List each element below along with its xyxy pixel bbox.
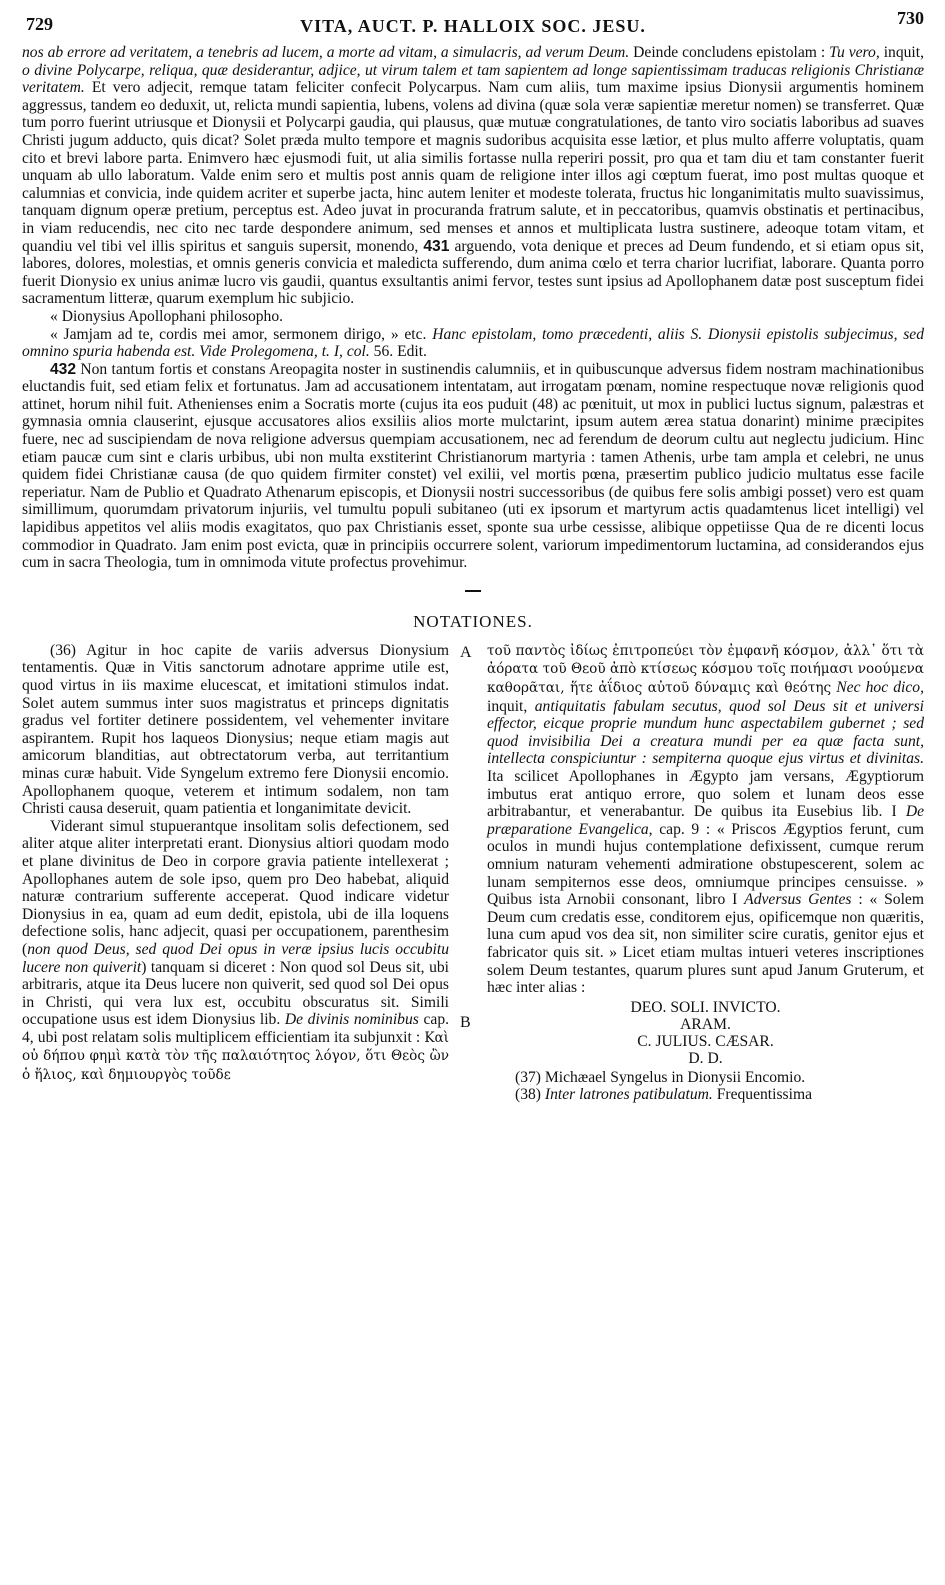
document-page xyxy=(22,8,924,1578)
inscription-line: ARAM. xyxy=(680,1015,731,1033)
column-marker-431: 431 xyxy=(423,237,450,255)
inscription-line: D. D. xyxy=(688,1049,723,1067)
note-36: (36) Agitur in hoc capite de variis adversus Dionysium tentamentis. Quæ in Vitis sanctorum adnotare apprime utile est, quod virtus in iis maxime elucescat, et imitationi stimulos indat. Solet autem summus inter suos magistratus et princeps dignitatis gradus vel fortiter detinere possidentem, vel vehementer invitare aspirantem. Rupit hos laqueos Dionysius; neque etiam magis aut amicorum blanditias, aut obtrectatorum verba, aut territantium minas curæ habuit. Vide Syngelum extremo fere Dionysii encomio. Apollophanem quoque, veterem et intimum sodalem, non tam Christi causa deseruit, quam patientia et longanimitate devicit. xyxy=(22,641,449,818)
section-divider xyxy=(465,590,481,592)
letter-incipit: « Jamjam ad te, cordis mei amor, sermonem dirigo, » etc. Hanc epistolam, tomo præcedenti, aliis S. Dionysii epistolis subjecimus, sed omnino spuria habenda est. Vide Prolegomena, t. I, col. 56. Edit. xyxy=(22,325,924,361)
page-number-right: 730 xyxy=(897,8,924,28)
inscription-line: C. JULIUS. CÆSAR. xyxy=(637,1032,774,1050)
margin-marker-b: B xyxy=(460,1013,471,1031)
main-paragraph-432: 432 Non tantum fortis et constans Areopagita noster in sustinendis calumniis, et in quibuscunque adversus fidem nostram machinationibus eluctandis fuit, sed etiam felix et fortunatus. Jam ad accusationem intentatam, aut irrogatam pœnam, nomine respectuque novæ religionis quod attinet, horum nihil fuit. Athenienses enim a Socratis morte (cujus ita eos puduit (48) ac pœnituit, ut mox in publici luctus signum, palæstras et gymnasia omnia clauserint, ejusque accusatores alios exsiliis alios morte mulctarint, ipsum autem ærea statua donarint) minime præcipites fuere, nec ad suscipiendam de nova religione adversus quempiam accusationem, nec ad ferendum de deorum cultu aut neglectu judicium. Hinc etiam paucæ cum sint e claris urbibus, ubi non multa exstiterint Christianorum martyria : tamen Athenis, urbe tam ampla et celebri, ne unus quidem fidei Christianæ causa (de quo quidem firmiter constet) vel exilii, vel mortis pœna, præsertim publico judicio multatus esse facile reperiatur. Nam de Publio et Quadrato Athenarum episcopis, et Dionysii nostri successoribus (de quibus fere solis ambigi posset) vero est quam simillimum, quorumdam privatorum injuriis, vel tumultu populi subitaneo (uti ex ipsorum et martyrum actis quadamtenus licet intelligi) vel lapidibus appetitos vel aliis modis exagitatos, quo pax Christianis esset, sponte sua urbe cessisse, alibique oppetiisse Qua de re dicenti locus commodior in Quadrato. Jam enim post evicta, quæ in principiis occurrere solent, variorum impedimentorum luctamina, ad considerandos ejus cum in sacra Theologia, tum in omnimoda vitute profectus provehimur. xyxy=(22,360,924,572)
letter-address: « Dionysius Apollophani philosopho. xyxy=(50,307,284,325)
note-38: (38) Inter latrones patibulatum. Frequentissima xyxy=(515,1086,812,1104)
greek-quotation: Καὶ οὐ δήπου φημὶ κατὰ τὸν τῆς παλαιότητος λόγον, ὅτι Θεὸς ὢν ὁ ἥλιος, καὶ δημιουργὸς τοῦδε xyxy=(22,1029,449,1084)
note-37: (37) Michæael Syngelus in Dionysii Encomio. xyxy=(515,1068,806,1086)
main-body-text xyxy=(22,44,924,572)
margin-marker-a: A xyxy=(460,643,472,661)
inscription-line: DEO. SOLI. INVICTO. xyxy=(630,998,781,1016)
column-gutter xyxy=(449,642,487,1104)
main-paragraph-1: nos ab errore ad veritatem, a tenebris ad lucem, a morte ad vitam, a simulacris, ad verum Deum. Deinde concludens epistolam : Tu vero, inquit, o divine Polycarpe, reliqua, quæ desiderantur, adjice, ut virum talem et tam sapientem ad longe sapientissimam traducas religionis Christianæ veritatem. Et vero adjecit, remque tatam feliciter confecit Polycarpus. Nam cum aliis, tum maxime ipsius Dionysii argumentis hominem aggressus, tandem eo deduxit, ut, relicta mundi sapientia, lubens, volens ad divina (quæ sola veræ sapientiæ meretur nomen) se transferret. Quæ tum porro fuerint utriusque et Dionysii et Polycarpi gaudia, qui plausus, quæ mutuæ congratulationes, de tanto viro sociatis laboribus ad suaves Christi jugum adducto, quis dicat? Solet præda multo tempore et magnis sudoribus acquisita esse lætior, et plus multo afferre voluptatis, quam cito et brevi labore parta. Enimvero hæc ejusmodi fuit, ut alia similis fortasse nulla reperiri possit, pro qua et tam diu et tam constanter fuerit unquam ab ullo laboratum. Valde enim sero et multis post annis quam de religione inter illos agi cœptum fuerat, imo post multas quoque et calumnias et convicia, inde quidem acriter et superbe jacta, hinc autem leniter et modeste tolerata, fructus hic longanimitatis multo suavissimus, tanquam dignum operæ pretium, perceptus est. Adeo juvat in procuranda fratrum salute, et in peccatoribus, quamvis obstinatis et pertinacibus, in viam reducendis, nec cito nec tarde despondere animum, sed menses et annos et multiplicata lustra sustinere, adeoque totam vitam, et quandiu vel tibi vel illis spiritus et sanguis supersit, monendo, 431 arguendo, vota denique et preces ad Deum fundendo, et si etiam opus sit, labores, dolores, molestias, et omnis generis convicia et maledicta sufferendo, dum anima cœlo et terra charior lucrifiat, laborare. Quanta porro fuerit Dionysio ex unius animæ lucro vis gaudii, quantus exsultantis animi fervor, testes sunt ipsius ad Apollophanem datæ post susceptum fidei sacramentum litteræ, quarum exemplum hic subjicio. xyxy=(22,44,925,308)
inscription xyxy=(487,999,924,1067)
notes-section xyxy=(22,642,924,1104)
note-36-right: τοῦ παντὸς ἰδίως ἐπιτροπεύει τὸν ἐμφανῆ κόσμον, ἀλλ᾽ ὅτι τὰ ἀόρατα τοῦ Θεοῦ ἀπὸ κτίσεως κόσμου τοῖς ποιήμασι νοούμενα καθορᾶται, ἥτε ἀΐδιος αὐτοῦ δύναμις καὶ θεότης Nec hoc dico, inquit, antiquitatis fabulam secutus, quod sol Deus sit et universi effector, eicque proprie mundum hunc aspectabilem gubernet ; sed quod invisibilia Dei a creatura mundi per ea quæ facta sunt, intellecta conspiciuntur : sempiterna quoque ejus virtus et divinitas. Ita scilicet Apollophanes in Ægypto jam versans, Ægyptiorum imbutus erat antiquo errore, quo solem et lunam deos esse arbitrabantur, et venerabantur. De quibus ita Eusebius lib. I De præparatione Evangelica, cap. 9 : « Priscos Ægyptios ferunt, cum oculos in mundi hujus contemplatione defixissent, cumque rerum omnium naturam vehementi admiratione obstupescerent, solem ac lunam sempiternos esse deos, omniumque principes censuisse. » Quibus ista Arnobii consonant, libro I Adversus Gentes : « Solem Deum cum credatis esse, conditorem ejus, opificemque non quæritis, luna cum apud vos dea sit, non similiter scire curatis, genitor ejus et fabricator quis sit. » Licet etiam multas intueri veteres inscriptiones solem Deum testantes, quarum plures sunt apud Janum Gruterum, et hæc inter alias : xyxy=(487,642,925,997)
greek-quotation-continued: τοῦ παντὸς ἰδίως ἐπιτροπεύει τὸν ἐμφανῆ κόσμον, ἀλλ᾽ ὅτι τὰ ἀόρατα τοῦ Θεοῦ ἀπὸ κτίσεως κόσμου τοῖς ποιήμασι νοούμενα καθορᾶται, ἥτε ἀΐδιος αὐτοῦ δύναμις καὶ θεότης xyxy=(487,642,924,696)
italic-text: nos ab errore ad veritatem, a tenebris ad lucem, a morte ad vitam, a simulacris, ad verum Deum. xyxy=(22,44,630,61)
note-36-continued: Viderant simul stupuerantque insolitam solis defectionem, sed aliter atque aliter interpretati erant. Dionysius altiori quodam modo et plane divinitus de Deo in corpore gravia patiente intellexerat ; Apollophanes autem de sole ipso, quem pro Deo habebat, aliquid naturæ contrarium sufferente acceperat. Quod indicare videtur Dionysius in ea, quam ad eum dedit, epistola, ubi de illa loquens defectione solis, hanc adjecit, quasi per occupationem, parenthesim (non quod Deus, sed quod Dei opus in veræ ipsius lucis occubitu lucere non quiverit) tanquam si diceret : Non quod sol Deus sit, ubi arbitraris, atque ita Deus lucere non quiverit, sed quod sol Dei opus in Christi, qui vera lux est, occubitu obscuratus sit. Simili occupatione usus est idem Dionysius lib. De divinis nominibus cap. 4, ubi post relatam solis multiplicem efficientiam ita subjunxit : Καὶ οὐ δήπου φημὶ κατὰ τὸν τῆς παλαιότητος λόγον, ὅτι Θεὸς ὢν ὁ ἥλιος, καὶ δημιουργὸς τοῦδε xyxy=(22,817,450,1084)
running-title: VITA, AUCT. P. HALLOIX SOC. JESU. xyxy=(300,16,646,36)
notes-heading: NOTATIONES. xyxy=(413,611,533,631)
notes-right-column xyxy=(487,642,924,1104)
page-number-left: 729 xyxy=(26,14,53,34)
notes-left-column xyxy=(22,642,449,1104)
column-marker-432: 432 xyxy=(50,360,77,378)
page-header xyxy=(22,8,924,44)
